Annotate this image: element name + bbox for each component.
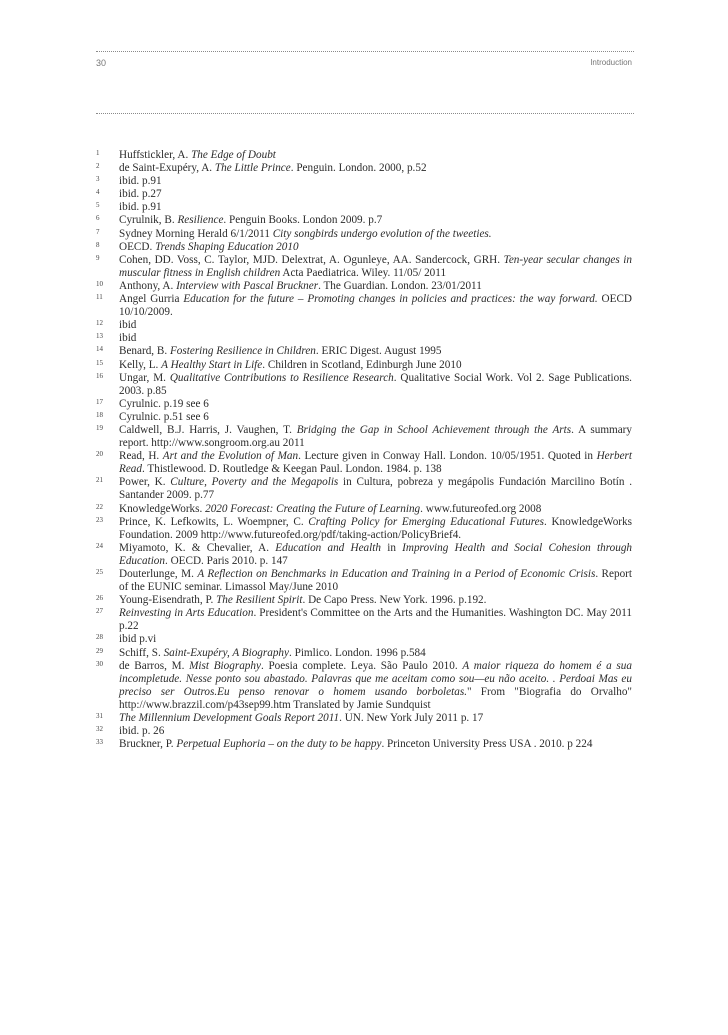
- endnote-text-segment: . www.futureofed.org 2008: [420, 502, 542, 515]
- endnote-text-segment: de Barros, M.: [119, 659, 190, 672]
- endnote-text-segment: Cyrulnic. p.51 see 6: [119, 410, 209, 423]
- endnote-text-segment: " From "Biografia do Orvalho" http://www.brazzil.com/p43sep99.htm Translated by Jamie Sundquist: [119, 685, 632, 711]
- endnote-item: [96, 712, 632, 725]
- endnote-number: 23: [96, 515, 103, 524]
- endnote-item: [96, 542, 632, 568]
- endnote-text-segment: . Report of the EUNIC seminar. Limassol May/June 2010: [119, 568, 633, 594]
- endnote-text: [119, 241, 299, 253]
- endnote-item: [96, 280, 632, 293]
- endnote-number: 17: [96, 397, 103, 406]
- endnote-item: [96, 398, 632, 411]
- endnote-number: 33: [96, 738, 103, 747]
- endnote-item: [96, 725, 632, 738]
- endnote-text-segment: . President's Committee on the Arts and the Humanities. Washington DC. May 2011 p.22: [119, 607, 632, 633]
- endnote-number: 7: [96, 227, 100, 236]
- endnote-number: 16: [96, 371, 103, 380]
- endnote-italic-title: A maior riqueza do homem é a sua incompletude. Nesse ponto sou abastado. Palavras que me aceitam como sou—eu não aceito. . Perdoai Mas eu preciso ser Outros.Eu penso renovar o homem usando borboletas.: [119, 659, 632, 698]
- endnote-text-segment: . A summary report. http://www.songroom.org.au 2011: [119, 423, 633, 450]
- endnote-text-segment: . Penguin Books. London 2009. p.7: [223, 214, 383, 227]
- endnote-text: [119, 293, 632, 318]
- endnote-text-segment: ibid: [119, 319, 137, 332]
- endnote-text-segment: . Penguin. London. 2000, p.52: [290, 162, 427, 175]
- endnote-italic-title: Bridging the Gap in School Achievement through the Arts: [296, 423, 572, 436]
- endnote-text-segment: Bruckner, P.: [119, 738, 177, 751]
- endnote-text: [119, 411, 209, 423]
- endnote-number: 8: [96, 240, 100, 249]
- endnote-text: [119, 162, 427, 174]
- endnote-italic-title: Herbert Read: [119, 450, 633, 476]
- endnote-text: [119, 712, 483, 724]
- endnote-item: [96, 647, 632, 660]
- endnote-item: [96, 345, 632, 358]
- endnote-item: [96, 214, 632, 227]
- endnote-item: [96, 162, 632, 175]
- endnote-text-segment: . Princeton University Press USA . 2010. p 224: [381, 738, 593, 751]
- endnote-text-segment: KnowledgeWorks.: [119, 502, 206, 515]
- page-number: 30: [96, 58, 107, 68]
- endnote-text-segment: Cyrulnic. p.19 see 6: [119, 397, 209, 410]
- endnote-item: [96, 607, 632, 633]
- endnote-item: [96, 228, 632, 241]
- endnote-text: [119, 568, 632, 593]
- endnote-number: 18: [96, 410, 103, 419]
- endnote-text-segment: . UN. New York July 2011 p. 17: [339, 712, 484, 725]
- endnote-item: [96, 450, 632, 476]
- endnote-number: 30: [96, 659, 103, 668]
- endnote-number: 15: [96, 358, 103, 367]
- endnote-italic-title: Interview with Pascal Bruckner: [176, 279, 319, 292]
- endnote-italic-title: A Healthy Start in Life: [161, 358, 263, 371]
- endnote-italic-title: City songbirds undergo evolution of the tweeties.: [272, 227, 492, 240]
- endnote-item: [96, 149, 632, 162]
- endnote-number: 31: [96, 712, 103, 721]
- endnote-text-segment: . KnowledgeWorks Foundation. 2009 http://www.futureofed.org/pdf/taking-action/PolicyBrief4.: [119, 515, 632, 541]
- endnote-italic-title: Art and the Evolution of Man: [162, 450, 299, 463]
- endnote-text-segment: Huffstickler, A.: [119, 149, 192, 161]
- endnote-item: [96, 424, 632, 450]
- endnote-text-segment: Miyamoto, K. & Chevalier, A.: [119, 541, 276, 554]
- endnote-item: [96, 738, 632, 751]
- endnote-text-segment: . OECD. Paris 2010. p. 147: [165, 554, 288, 567]
- endnote-text: [119, 398, 209, 410]
- endnote-number: 26: [96, 594, 103, 603]
- endnote-text-segment: Schiff, S.: [119, 646, 164, 659]
- endnote-number: 11: [96, 293, 103, 302]
- endnote-text: [119, 516, 632, 541]
- endnote-item: [96, 319, 632, 332]
- endnote-text-segment: ibid: [119, 332, 137, 345]
- endnote-italic-title: Trends Shaping Education 2010: [155, 240, 299, 253]
- endnote-number: 3: [96, 175, 100, 184]
- endnote-number: 13: [96, 332, 103, 341]
- endnote-text-segment: Power, K.: [119, 476, 171, 489]
- endnote-text: [119, 476, 632, 501]
- endnote-text-segment: . Lecture given in Conway Hall. London. 10/05/1951. Quoted in: [298, 450, 597, 463]
- endnote-text: [119, 424, 632, 449]
- endnote-text: [119, 372, 632, 397]
- header-rule: [96, 51, 634, 52]
- endnote-text: [119, 188, 162, 200]
- endnote-text: [119, 359, 462, 371]
- endnote-italic-title: Qualitative Contributions to Resilience Research: [169, 371, 394, 384]
- endnote-text-segment: Ungar, M.: [119, 371, 170, 384]
- endnote-text-segment: in Cultura, pobreza y megápolis Fundación Marcilino Botín . Santander 2009. p.77: [119, 476, 632, 502]
- endnote-text-segment: . Children in Scotland, Edinburgh June 2010: [262, 358, 462, 371]
- endnote-item: [96, 201, 632, 214]
- endnote-number: 20: [96, 450, 103, 459]
- endnote-text-segment: Kelly, L.: [119, 358, 162, 371]
- endnote-text-segment: . Qualitative Social Work. Vol 2. Sage Publications. 2003. p.85: [119, 371, 632, 397]
- endnote-italic-title: Reinvesting in Arts Education: [119, 607, 254, 620]
- endnote-text: [119, 660, 632, 711]
- endnote-italic-title: 2020 Forecast: Creating the Future of Learning: [205, 502, 421, 515]
- endnote-text: [119, 254, 632, 279]
- endnote-text: [119, 280, 482, 292]
- endnote-text-segment: . Poesia complete. Leya. São Paulo 2010.: [260, 659, 463, 672]
- endnote-number: 28: [96, 633, 103, 642]
- endnote-italic-title: Ten-year secular changes in muscular fitness in English children: [119, 253, 632, 279]
- endnote-number: 27: [96, 607, 103, 616]
- endnote-item: [96, 372, 632, 398]
- endnote-text: [119, 503, 541, 515]
- endnote-text-segment: . ERIC Digest. August 1995: [315, 345, 442, 358]
- endnote-item: [96, 660, 632, 712]
- endnote-item: [96, 594, 632, 607]
- endnote-italic-title: Crafting Policy for Emerging Educational Futures: [308, 515, 544, 528]
- endnote-text-segment: Acta Paediatrica. Wiley. 11/05/ 2011: [280, 266, 447, 279]
- endnote-number: 25: [96, 568, 103, 576]
- endnote-italic-title: The Edge of Doubt: [191, 149, 276, 161]
- endnote-text-segment: . De Capo Press. New York. 1996. p.192.: [302, 594, 487, 607]
- endnote-italic-title: Resilience: [177, 214, 224, 227]
- endnote-text: [119, 332, 136, 344]
- endnote-text: [119, 542, 632, 567]
- endnote-number: 5: [96, 201, 100, 210]
- endnote-text: [119, 607, 632, 632]
- endnote-text-segment: . Thistlewood. D. Routledge & Keegan Paul. London. 1984. p. 138: [142, 463, 442, 476]
- endnote-text-segment: ibid. p.91: [119, 201, 162, 214]
- endnote-text-segment: Anthony, A.: [119, 279, 177, 292]
- endnote-text-segment: ibid. p.27: [119, 188, 162, 201]
- endnote-item: [96, 241, 632, 254]
- endnote-number: 9: [96, 253, 100, 262]
- endnote-italic-title: The Resilient Spirit: [216, 594, 303, 607]
- endnote-text: [119, 345, 441, 357]
- endnote-text-segment: . Pimlico. London. 1996 p.584: [289, 646, 426, 659]
- endnote-number: 10: [96, 279, 103, 288]
- endnote-text-segment: . The Guardian. London. 23/01/2011: [318, 279, 482, 292]
- endnote-item: [96, 175, 632, 188]
- endnote-text-segment: Prince, K. Lefkowits, L. Woempner, C.: [119, 515, 309, 528]
- endnote-italic-title: The Millennium Development Goals Report 2011: [119, 712, 340, 725]
- endnote-number: 21: [96, 476, 103, 485]
- endnote-italic-title: Education for the future – Promoting changes in policies and practices: the way forward.: [183, 293, 598, 306]
- divider-rule: [96, 113, 634, 114]
- endnote-number: 19: [96, 423, 103, 432]
- endnote-text-segment: in: [380, 541, 403, 554]
- section-title: Introduction: [590, 58, 632, 67]
- endnote-text: [119, 228, 492, 240]
- endnote-item: [96, 476, 632, 502]
- endnote-item: [96, 411, 632, 424]
- endnote-item: [96, 516, 632, 542]
- endnote-text: [119, 594, 486, 606]
- endnotes-list: [96, 149, 632, 751]
- endnote-text-segment: Cyrulnik, B.: [119, 214, 178, 227]
- endnote-number: 2: [96, 162, 100, 171]
- endnote-text-segment: OECD.: [119, 240, 156, 253]
- endnote-text: [119, 725, 164, 737]
- endnote-italic-title: Education and Health: [275, 541, 381, 554]
- endnote-number: 14: [96, 345, 103, 354]
- endnote-italic-title: A Reflection on Benchmarks in Education and Training in a Period of Economic Crisis: [197, 568, 596, 580]
- endnote-item: [96, 359, 632, 372]
- endnote-text: [119, 149, 276, 161]
- endnote-italic-title: Fostering Resilience in Children: [169, 345, 316, 358]
- endnote-text-segment: Young-Eisendrath, P.: [119, 594, 217, 607]
- endnote-text: [119, 175, 162, 187]
- endnote-number: 1: [96, 149, 100, 157]
- endnote-text-segment: Read, H.: [119, 450, 163, 463]
- endnote-item: [96, 633, 632, 646]
- endnote-number: 32: [96, 725, 103, 734]
- endnote-item: [96, 503, 632, 516]
- endnote-text: [119, 633, 156, 645]
- endnote-italic-title: Mist Biography: [189, 659, 261, 672]
- endnote-text: [119, 201, 162, 213]
- endnote-text: [119, 647, 426, 659]
- endnote-number: 6: [96, 214, 100, 223]
- endnote-text-segment: ibid. p.91: [119, 175, 162, 188]
- endnote-italic-title: The Little Prince: [214, 162, 291, 175]
- endnote-text: [119, 450, 632, 475]
- endnote-number: 24: [96, 541, 103, 550]
- endnote-number: 4: [96, 188, 100, 197]
- endnote-text-segment: Sydney Morning Herald 6/1/2011: [119, 227, 273, 240]
- endnote-text-segment: OECD 10/10/2009.: [119, 293, 632, 319]
- endnote-item: [96, 188, 632, 201]
- endnote-text-segment: ibid p.vi: [119, 633, 157, 646]
- endnote-italic-title: Saint-Exupéry, A Biography: [163, 646, 289, 659]
- endnote-text-segment: Benard, B.: [119, 345, 170, 358]
- endnote-text: [119, 214, 382, 226]
- endnote-text-segment: Caldwell, B.J. Harris, J. Vaughen, T.: [119, 423, 297, 436]
- endnote-number: 12: [96, 319, 103, 328]
- endnote-item: [96, 332, 632, 345]
- endnote-italic-title: Culture, Poverty and the Megapolis: [170, 476, 339, 489]
- endnote-item: [96, 293, 632, 319]
- endnote-italic-title: Improving Health and Social Cohesion through Education: [119, 541, 633, 567]
- endnote-text: [119, 319, 136, 331]
- endnote-italic-title: Perpetual Euphoria – on the duty to be happy: [176, 738, 382, 751]
- endnote-text-segment: Cohen, DD. Voss, C. Taylor, MJD. Delextrat, A. Ogunleye, AA. Sandercock, GRH.: [119, 253, 504, 266]
- endnote-text-segment: ibid. p. 26: [119, 725, 165, 738]
- endnote-number: 22: [96, 502, 103, 511]
- endnote-item: [96, 568, 632, 594]
- endnote-text-segment: Angel Gurria: [119, 293, 184, 306]
- endnote-text: [119, 738, 592, 750]
- endnote-text-segment: de Saint-Exupéry, A.: [119, 162, 215, 175]
- endnote-text-segment: Douterlunge, M.: [119, 568, 198, 580]
- endnote-number: 29: [96, 646, 103, 655]
- endnote-item: [96, 254, 632, 280]
